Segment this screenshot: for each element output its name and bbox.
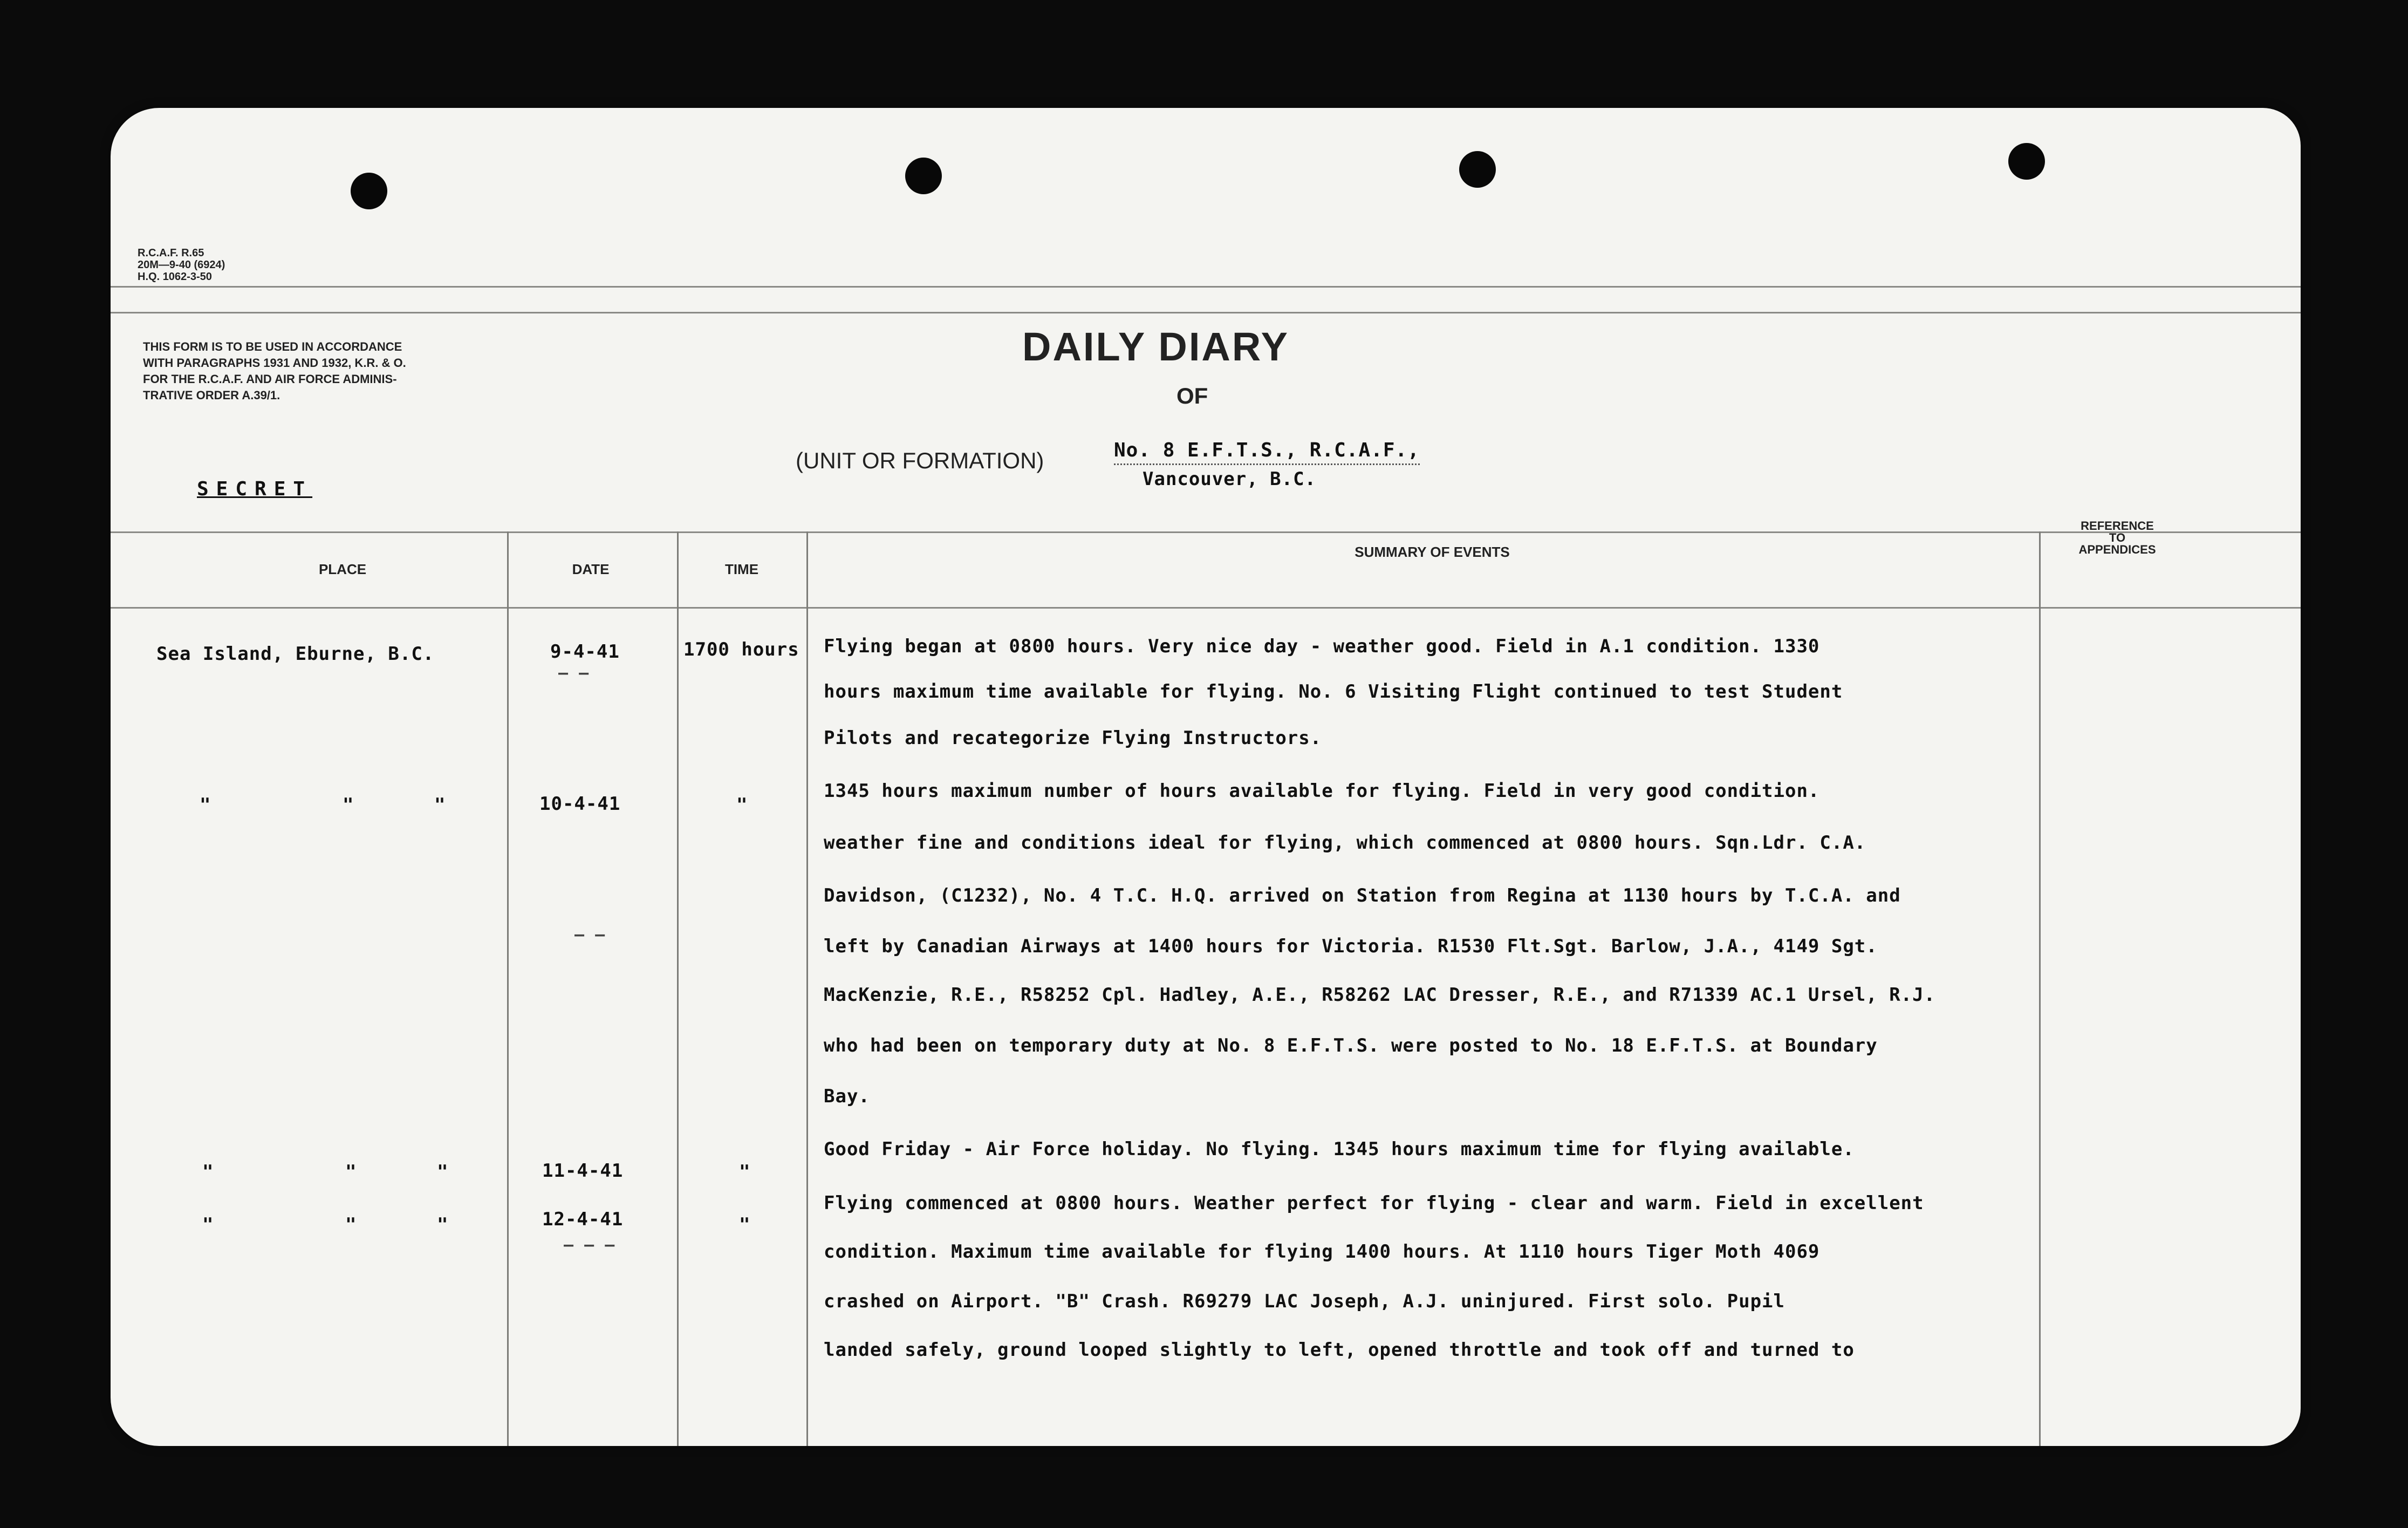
ditto-mark: " [202, 1161, 214, 1183]
ditto-mark: " [200, 794, 211, 816]
summary-line: crashed on Airport. "B" Crash. R69279 LAC Joseph, A.J. uninjured. First solo. Pupil [824, 1291, 1785, 1312]
punch-hole [2008, 143, 2045, 180]
ditto-mark: " [739, 1214, 751, 1236]
table-top-rule [111, 531, 2301, 533]
ditto-mark: " [739, 1161, 751, 1183]
title-of: OF [1176, 383, 1208, 408]
summary-line: 1345 hours maximum number of hours available for flying. Field in very good condition. [824, 780, 1820, 802]
summary-line: left by Canadian Airways at 1400 hours for Victoria. R1530 Flt.Sgt. Barlow, J.A., 4149 Sgt. [824, 936, 1878, 957]
ditto-mark: " [345, 1214, 357, 1236]
summary-line: weather fine and conditions ideal for flying, which commenced at 0800 hours. Sqn.Ldr. C.A. [824, 832, 1866, 854]
entry-date-underline: – – [558, 664, 590, 683]
entry-date-underline: – – – [564, 1236, 615, 1254]
punch-hole [1459, 151, 1496, 188]
summary-line: Flying began at 0800 hours. Very nice day - weather good. Field in A.1 condition. 1330 [824, 636, 1820, 657]
classification-stamp: SECRET [197, 478, 313, 500]
summary-line: Good Friday - Air Force holiday. No flying. 1345 hours maximum time for flying available. [824, 1138, 1855, 1160]
column-header-summary: SUMMARY OF EVENTS [1354, 544, 1510, 560]
page-title: DAILY DIARY [1022, 324, 1289, 369]
ditto-mark: " [736, 794, 748, 816]
column-divider [806, 531, 808, 1446]
entry-time: 1700 hours [683, 639, 799, 660]
summary-line: Davidson, (C1232), No. 4 T.C. H.Q. arrived on Station from Regina at 1130 hours by T.C.A. and [824, 885, 1901, 906]
entry-date: 12-4-41 [542, 1209, 624, 1230]
column-header-rule [111, 607, 2301, 609]
entry-date: 10-4-41 [539, 793, 621, 815]
summary-line: Pilots and recategorize Flying Instructors. [824, 727, 1322, 749]
summary-line: Flying commenced at 0800 hours. Weather perfect for flying - clear and warm. Field in excellent [824, 1192, 1924, 1214]
column-header-date: DATE [572, 561, 610, 577]
header-rule [111, 312, 2301, 313]
diary-page [111, 108, 2301, 1446]
column-header-time: TIME [724, 561, 759, 577]
header-rule [111, 286, 2301, 288]
ditto-mark: " [437, 1161, 449, 1183]
punch-hole [351, 173, 387, 209]
ditto-mark: " [343, 794, 354, 816]
ditto-mark: " [345, 1161, 357, 1183]
column-divider [677, 531, 679, 1446]
unit-value: No. 8 E.F.T.S., R.C.A.F., [1114, 439, 1420, 465]
form-instructions: THIS FORM IS TO BE USED IN ACCORDANCE WITH PARAGRAPHS 1931 AND 1932, K.R. & O. FOR THE R.C.A.F. AND AIR FORCE ADMINIS- TRATIVE ORDER A.39/1. [143, 340, 406, 402]
summary-line: who had been on temporary duty at No. 8 E.F.T.S. were posted to No. 18 E.F.T.S. at Boundary [824, 1035, 1878, 1056]
entry-date-underline: – – [574, 925, 606, 944]
ditto-mark: " [437, 1214, 449, 1236]
summary-line: condition. Maximum time available for flying 1400 hours. At 1110 hours Tiger Moth 4069 [824, 1241, 1820, 1263]
column-divider [2039, 531, 2041, 1446]
entry-date: 11-4-41 [542, 1160, 624, 1182]
unit-location: Vancouver, B.C. [1143, 468, 1317, 490]
summary-line: hours maximum time available for flying. No. 6 Visiting Flight continued to test Student [824, 681, 1843, 702]
punch-hole [905, 158, 942, 194]
entry-date: 9-4-41 [550, 641, 620, 663]
summary-line: Bay. [824, 1086, 870, 1107]
form-code: R.C.A.F. R.65 20M—9-40 (6924) H.Q. 1062-3-50 [138, 247, 225, 283]
unit-label: (UNIT OR FORMATION) [796, 448, 1044, 473]
ditto-mark: " [434, 794, 446, 816]
summary-line: MacKenzie, R.E., R58252 Cpl. Hadley, A.E., R58262 LAC Dresser, R.E., and R71339 AC.1 Ursel, R.J. [824, 984, 1936, 1006]
column-header-reference: REFERENCE TO APPENDICES [2078, 519, 2156, 556]
column-header-place: PLACE [318, 561, 367, 577]
entry-place: Sea Island, Eburne, B.C. [156, 643, 435, 665]
column-divider [507, 531, 509, 1446]
summary-line: landed safely, ground looped slightly to left, opened throttle and took off and turned to [824, 1339, 1855, 1361]
ditto-mark: " [202, 1214, 214, 1236]
